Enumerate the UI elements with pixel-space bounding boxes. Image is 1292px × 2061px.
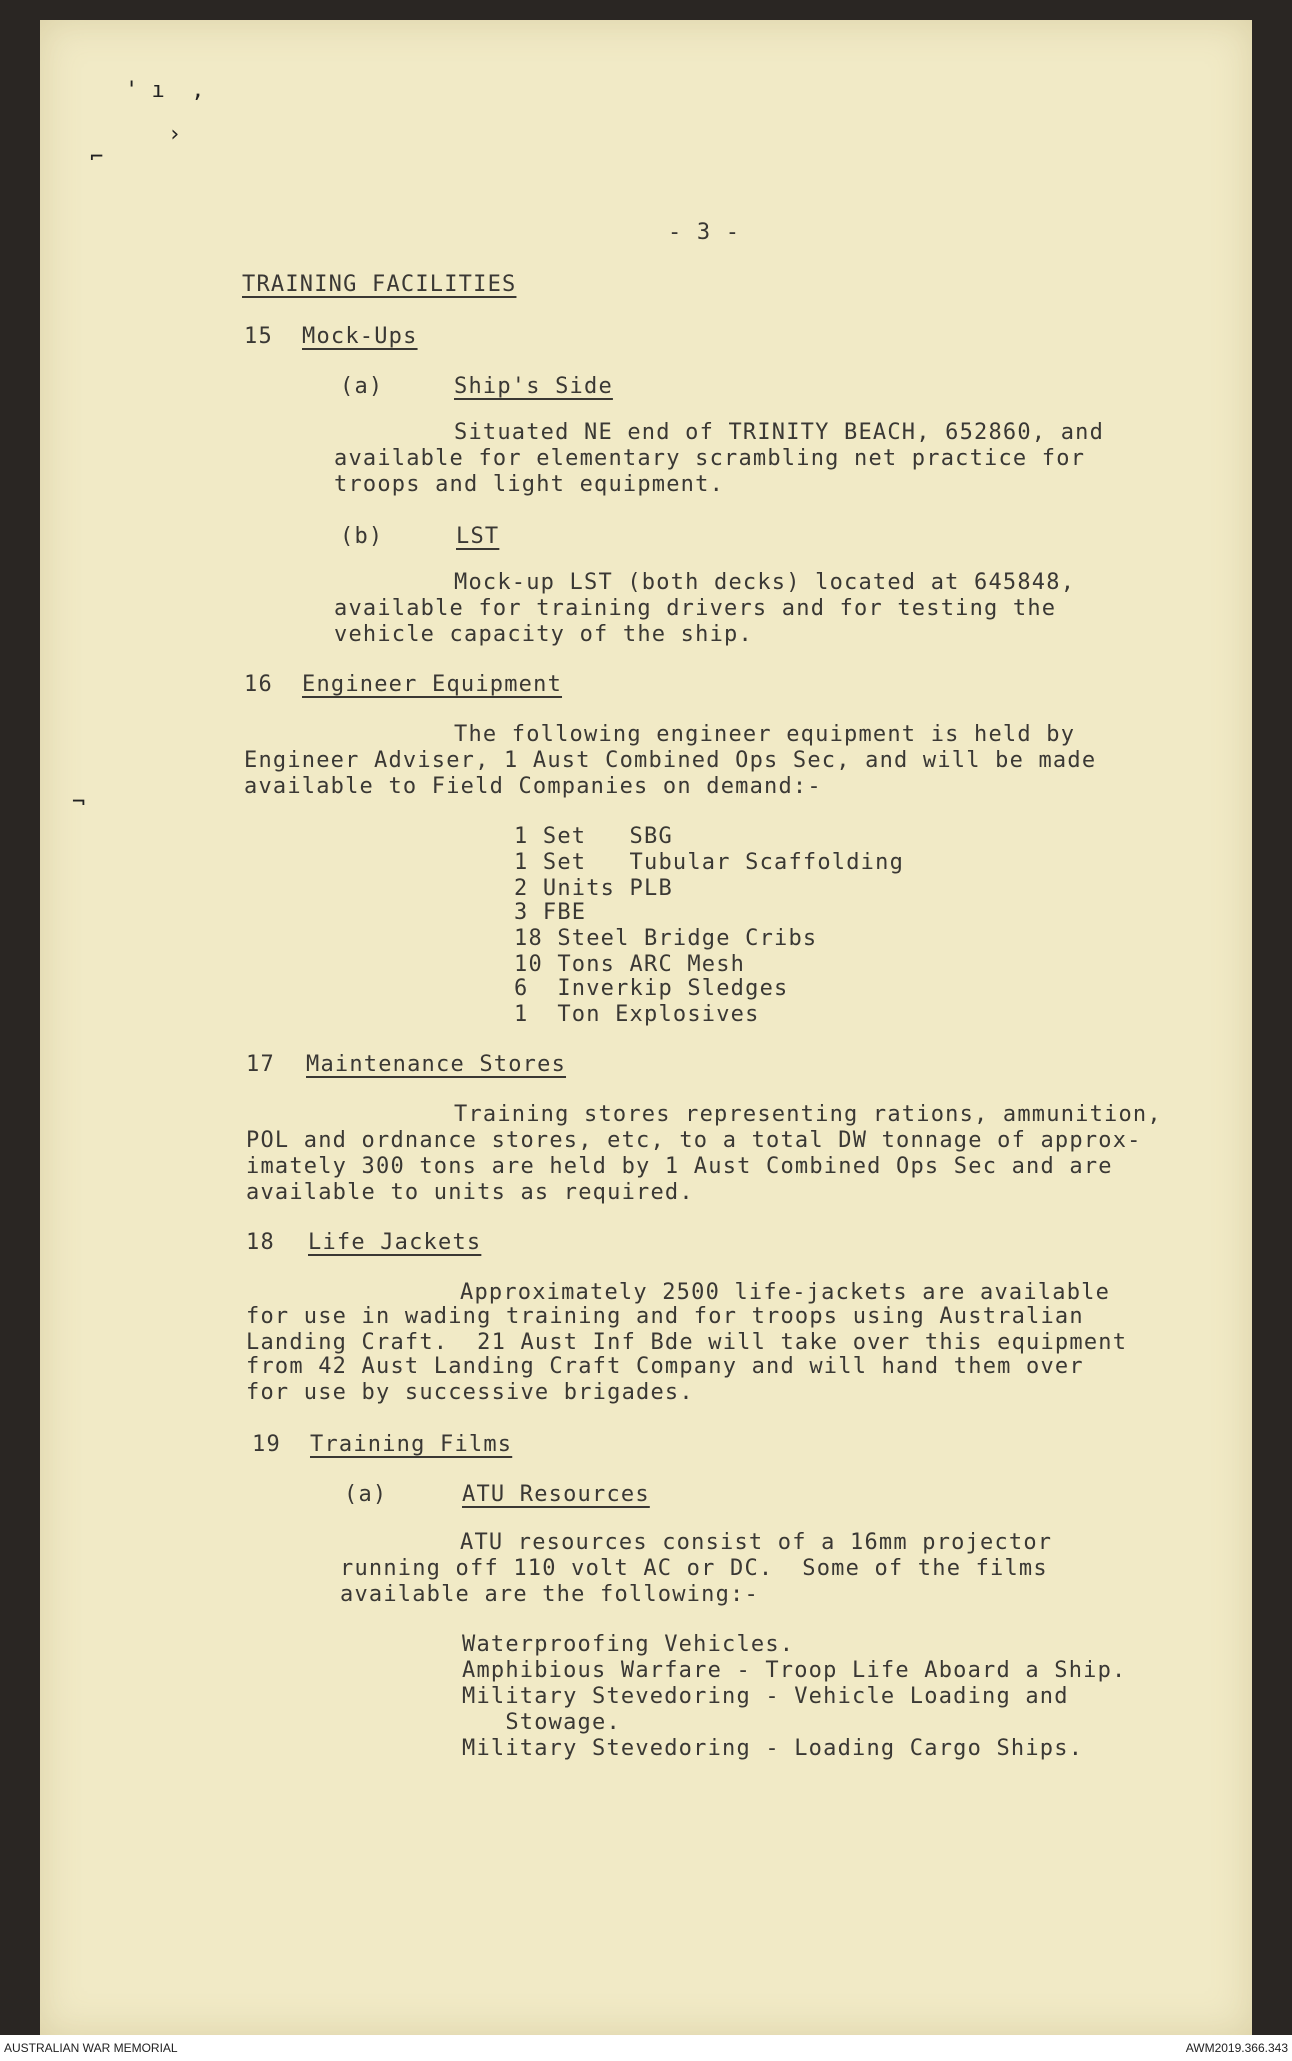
equipment-item: 1 Set Tubular Scaffolding — [514, 850, 905, 875]
paragraph-line: ATU resources consist of a 16mm projector — [460, 1530, 1053, 1555]
subsection-title: ATU Resources — [462, 1482, 650, 1507]
subsection-label: (b) — [340, 524, 384, 549]
paragraph-line: POL and ordnance stores, etc, to a total DW tonnage of approx- — [246, 1128, 1142, 1153]
margin-mark: ⌐ — [90, 145, 104, 170]
film-item: Amphibious Warfare - Troop Life Aboard a Ship. — [462, 1658, 1127, 1683]
archive-reference: AWM2019.366.343 — [1185, 2041, 1288, 2055]
section-title: Life Jackets — [308, 1230, 482, 1255]
section-number: 16 — [244, 672, 273, 697]
film-item: Waterproofing Vehicles. — [462, 1632, 795, 1657]
paragraph-line: Mock-up LST (both decks) located at 645848, — [454, 570, 1076, 595]
margin-mark: › — [168, 122, 182, 147]
subsection-title: Ship's Side — [454, 374, 613, 399]
section-title: Training Films — [310, 1432, 513, 1457]
paragraph-line: The following engineer equipment is held by — [454, 722, 1076, 747]
subsection-label: (a) — [344, 1482, 388, 1507]
equipment-item: 3 FBE — [514, 900, 587, 925]
subsection-title: LST — [456, 524, 500, 549]
equipment-item: 6 Inverkip Sledges — [514, 976, 789, 1001]
paragraph-line: imately 300 tons are held by 1 Aust Combined Ops Sec and are — [246, 1154, 1113, 1179]
paragraph-line: from 42 Aust Landing Craft Company and will hand them over — [246, 1354, 1084, 1379]
equipment-item: 10 Tons ARC Mesh — [514, 952, 746, 977]
section-number: 17 — [246, 1052, 275, 1077]
section-number: 19 — [252, 1432, 281, 1457]
equipment-item: 2 Units PLB — [514, 876, 673, 901]
film-item: Stowage. — [462, 1710, 621, 1735]
equipment-item: 1 Set SBG — [514, 824, 673, 849]
section-number: 15 — [244, 324, 273, 349]
equipment-item: 1 Ton Explosives — [514, 1002, 760, 1027]
paragraph-line: for use in wading training and for troops using Australian — [246, 1304, 1084, 1329]
section-title: Maintenance Stores — [306, 1052, 567, 1077]
equipment-item: 18 Steel Bridge Cribs — [514, 926, 818, 951]
paragraph-line: available to Field Companies on demand:- — [244, 774, 822, 799]
section-number: 18 — [246, 1230, 275, 1255]
paragraph-line: Landing Craft. 21 Aust Inf Bde will take over this equipment — [246, 1330, 1128, 1355]
paragraph-line: Approximately 2500 life-jackets are available — [460, 1280, 1111, 1305]
paragraph-line: available are the following:- — [340, 1582, 759, 1607]
subsection-label: (a) — [340, 374, 384, 399]
paragraph-line: Training stores representing rations, ammunition, — [454, 1102, 1162, 1127]
paragraph-line: available for training drivers and for testing the — [334, 596, 1057, 621]
margin-mark: ¬ — [72, 790, 86, 815]
paragraph-line: available for elementary scrambling net practice for — [334, 446, 1086, 471]
paragraph-line: available to units as required. — [246, 1180, 694, 1205]
section-heading: TRAINING FACILITIES — [242, 272, 517, 297]
page-number: - 3 - — [668, 220, 741, 245]
paragraph-line: Engineer Adviser, 1 Aust Combined Ops Sec, and will be made — [244, 748, 1097, 773]
paragraph-line: troops and light equipment. — [334, 472, 725, 497]
film-item: Military Stevedoring - Vehicle Loading and — [462, 1684, 1069, 1709]
paragraph-line: running off 110 volt AC or DC. Some of the films — [340, 1556, 1048, 1581]
margin-mark: ' ⁠ı ⁠⁠ , — [125, 78, 205, 103]
paragraph-line: for use by successive brigades. — [246, 1380, 694, 1405]
section-title: Mock-Ups — [302, 324, 418, 349]
archive-footer — [0, 2035, 1292, 2061]
paragraph-line: Situated NE end of TRINITY BEACH, 652860, and — [454, 420, 1105, 445]
paragraph-line: vehicle capacity of the ship. — [334, 622, 753, 647]
archive-name: AUSTRALIAN WAR MEMORIAL — [4, 2041, 178, 2055]
film-item: Military Stevedoring - Loading Cargo Ships. — [462, 1736, 1084, 1761]
section-title: Engineer Equipment — [302, 672, 563, 697]
